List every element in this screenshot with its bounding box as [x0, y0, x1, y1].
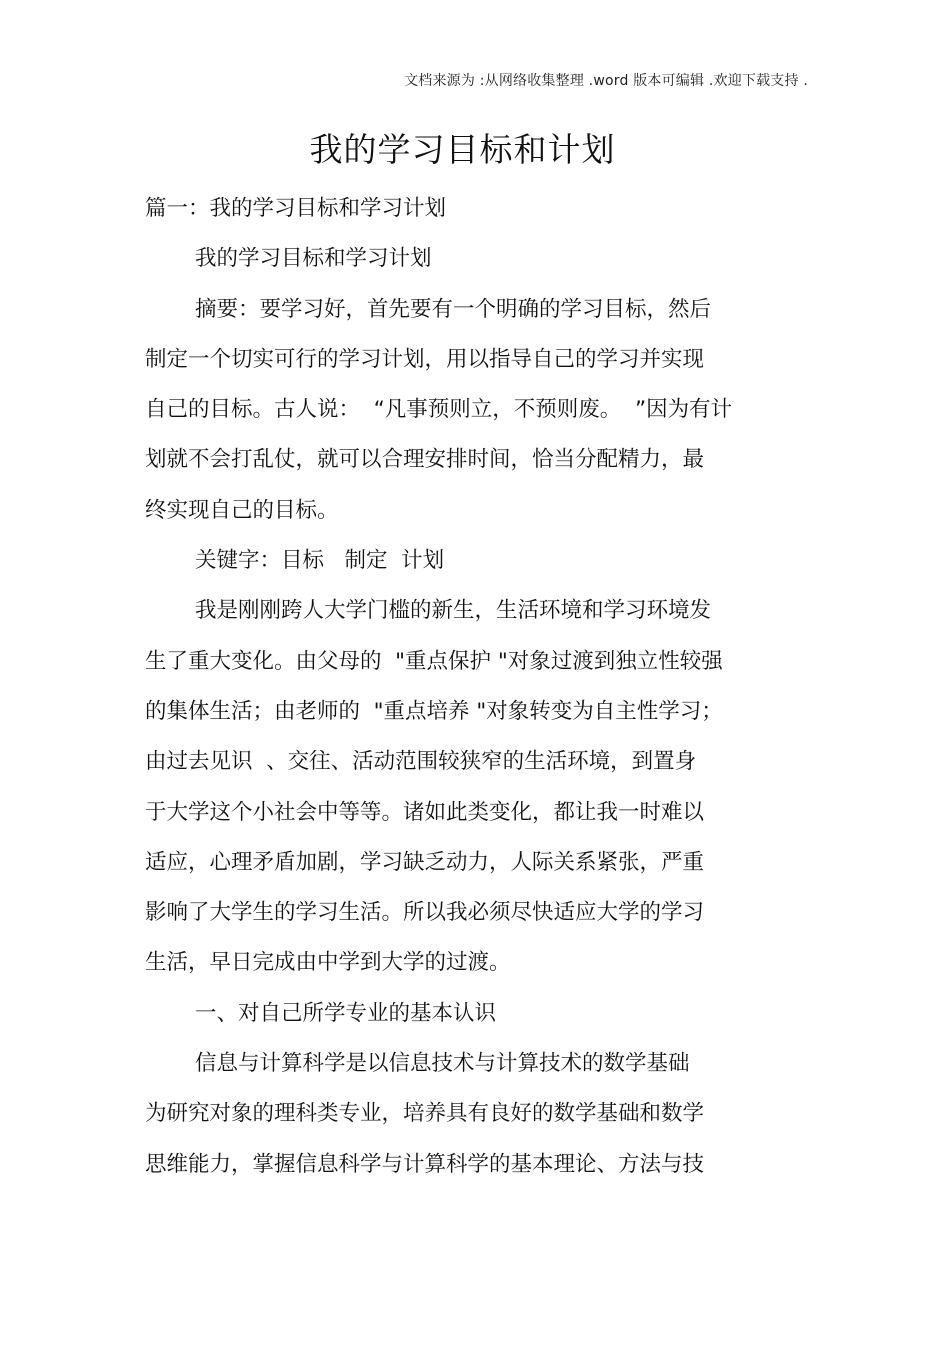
paragraph-line: 信息与计算科学是以信息技术与计算技术的数学基础 — [195, 1051, 690, 1077]
paragraph-line: 生活，早日完成由中学到大学的过渡。 — [145, 950, 511, 976]
paragraph-line: 自己的目标。古人说： “凡事预则立，不预则废。 ”因为有计 — [145, 397, 733, 423]
paragraph-line: 一、对自己所学专业的基本认识 — [195, 1000, 497, 1026]
paragraph-line: 适应，心理矛盾加剧，学习缺乏动力，人际关系紧张，严重 — [145, 849, 705, 875]
page-title: 我的学习目标和计划 — [309, 130, 616, 169]
document-body — [145, 192, 805, 1198]
paragraph-line: 摘要：要学习好，首先要有一个明确的学习目标，然后 — [195, 296, 712, 322]
paragraph-line: 影响了大学生的学习生活。所以我必须尽快适应大学的学习 — [145, 900, 705, 926]
paragraph-line: 篇一：我的学习目标和学习计划 — [145, 196, 447, 221]
paragraph-line: 制定一个切实可行的学习计划，用以指导自己的学习并实现 — [145, 346, 705, 372]
paragraph-line: 的集体生活；由老师的 "重点培养 "对象转变为自主性学习； — [145, 698, 723, 724]
paragraph-line: 我的学习目标和学习计划 — [195, 246, 432, 272]
paragraph-line: 生了重大变化。由父母的 "重点保护 "对象过渡到独立性较强 — [145, 648, 723, 674]
paragraph-line: 终实现自己的目标。 — [145, 497, 339, 523]
paragraph-line: 思维能力，掌握信息科学与计算科学的基本理论、方法与技 — [145, 1151, 705, 1177]
paragraph-line: 于大学这个小社会中等等。诸如此类变化，都让我一时难以 — [145, 799, 705, 825]
source-note: 文档来源为 :从网络收集整理 .word 版本可编辑 .欢迎下载支持 . — [404, 73, 808, 89]
paragraph-line: 为研究对象的理科类专业，培养具有良好的数学基础和数学 — [145, 1101, 705, 1127]
paragraph-line: 关键字：目标 制定 计划 — [195, 548, 445, 574]
paragraph-line: 我是刚刚跨人大学门槛的新生，生活环境和学习环境发 — [195, 598, 712, 624]
paragraph-line: 划就不会打乱仗，就可以合理安排时间，恰当分配精力，最 — [145, 447, 705, 473]
paragraph-line: 由过去见识 、交往、活动范围较狭窄的生活环境，到置身 — [145, 749, 697, 775]
